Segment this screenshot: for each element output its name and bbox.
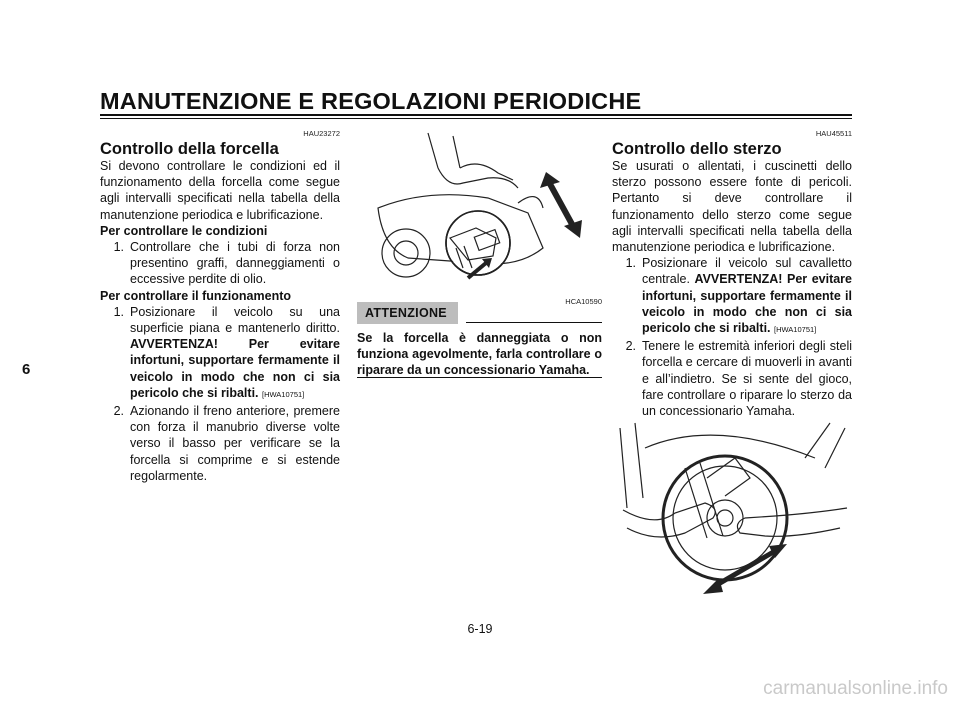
subheading-operation: Per controllare il funzionamento <box>100 288 291 303</box>
steering-section-body <box>612 158 852 419</box>
caution-header <box>357 302 602 324</box>
list-text: Tenere le estremità inferiori degli steli forcella e cercare di muoverli in avanti e all’indietro. Se si sente del gioco, fare controllare o riparare lo sterzo da un concessionario Yamaha. <box>642 339 852 419</box>
list-text: Posizionare il veicolo su una superficie piana e mantenerlo diritto. <box>130 304 340 336</box>
subheading-condition: Per controllare le condizioni <box>100 223 268 238</box>
list-item <box>100 239 340 288</box>
caution-label: ATTENZIONE <box>357 302 458 324</box>
warning-ref: [HWA10751] <box>262 389 305 399</box>
list-number: 2. <box>625 339 636 354</box>
list-text-block <box>642 255 852 338</box>
fork-section-body <box>100 158 340 484</box>
warning-text: AVVERTENZA! Per evitare infortuni, supportare fermamente il veicolo in modo che non ci sia pericolo che si ribalti. <box>642 272 852 336</box>
list-item <box>100 304 340 403</box>
chapter-tab: 6 <box>22 361 31 378</box>
list-text: Posizionare il veicolo sul cavalletto centrale. <box>642 256 852 287</box>
caution-rule <box>466 322 602 323</box>
caution-bottom-rule <box>357 377 602 378</box>
list-text: Azionando il freno anteriore, premere con forza il manubrio diverse volte verso il basso per verificare se la forcella si comprime e si estende regolarmente. <box>130 404 340 483</box>
header-rule <box>100 114 852 119</box>
up-down-arrow-icon <box>540 172 582 238</box>
caution-text: Se la forcella è danneggiata o non funziona agevolmente, farla controllare o riparare da un concessionario Yamaha. <box>357 331 602 378</box>
page-number: 6-19 <box>467 622 493 636</box>
list-text: Controllare che i tubi di forza non presentino graffi, danneggiamenti o eccessive perdite di olio. <box>130 240 340 287</box>
watermark: carmanualsonline.info <box>763 678 948 699</box>
section-title-steering: Controllo dello sterzo <box>612 140 782 158</box>
page-header-title: MANUTENZIONE E REGOLAZIONI PERIODICHE <box>100 88 642 114</box>
list-number: 1. <box>113 240 124 255</box>
warning-text: AVVERTENZA! Per evitare infortuni, supportare fermamente il veicolo in modo che non ci sia pericolo che si ribalti. <box>130 337 340 400</box>
list-item <box>100 403 340 484</box>
section-code: HAU45511 <box>815 129 852 138</box>
list-item <box>612 338 852 419</box>
steering-check-illustration <box>615 418 850 598</box>
fork-check-illustration <box>368 128 598 298</box>
caution-code: HCA10590 <box>565 297 602 306</box>
steering-intro: Se usurati o allentati, i cuscinetti dello sterzo possono essere fonte di pericoli. Pertanto si deve controllare il funzionamento dello sterzo come segue agli intervalli specificati nella tabella della manutenzione periodica e lubrificazione. <box>612 159 852 255</box>
warning-ref: [HWA10751] <box>774 325 817 335</box>
list-number: 1. <box>113 304 124 319</box>
fork-intro: Si devono controllare le condizioni ed il funzionamento della forcella come segue agli intervalli specificati nella tabella della manutenzione periodica e lubrificazione. <box>100 159 340 222</box>
list-number: 1. <box>625 256 636 271</box>
list-item <box>612 255 852 338</box>
list-number: 2. <box>113 404 124 419</box>
section-code: HAU23272 <box>303 129 340 138</box>
list-text-block <box>130 304 340 403</box>
section-title-fork: Controllo della forcella <box>100 140 279 158</box>
